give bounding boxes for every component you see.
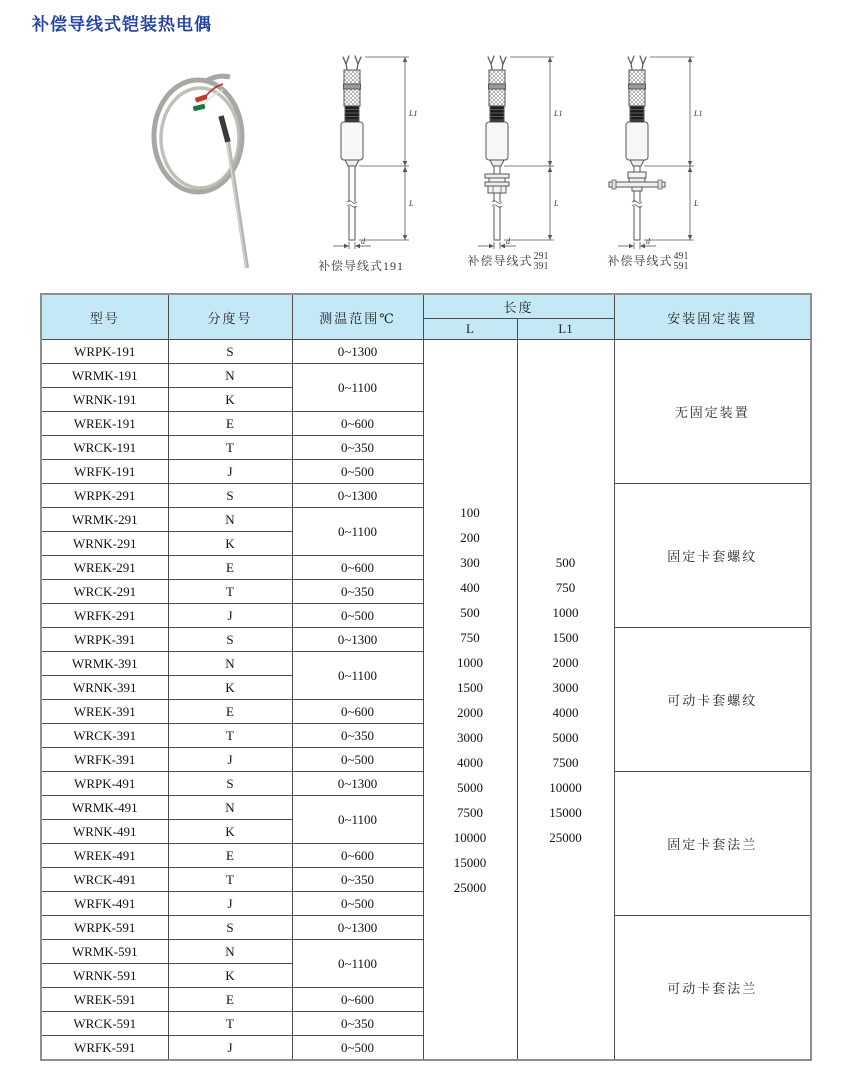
model-cell: WREK-291 [41, 556, 168, 580]
graduation-cell: T [168, 436, 292, 460]
l1-values [518, 550, 614, 850]
l1-value: 7500 [552, 754, 579, 770]
caption-prefix: 补偿导线式 [317, 259, 383, 273]
graduation-cell: K [168, 676, 292, 700]
svg-text:d: d [646, 237, 650, 246]
mount-cell: 可动卡套法兰 [614, 916, 811, 1061]
l-value: 4000 [457, 754, 483, 770]
graduation-cell: S [168, 772, 292, 796]
model-cell: WREK-191 [41, 412, 168, 436]
range-cell: 0~600 [292, 844, 423, 868]
caption-prefix: 补偿导线式 [467, 254, 533, 268]
col-header-model: 型号 [41, 294, 168, 340]
col-header-l1: L1 [517, 319, 614, 340]
l-value: 300 [460, 554, 480, 570]
l1-value: 1000 [552, 604, 579, 620]
l-value: 1500 [457, 679, 483, 695]
col-header-graduation: 分度号 [168, 294, 292, 340]
graduation-cell: E [168, 412, 292, 436]
svg-text:L: L [409, 199, 414, 208]
graduation-cell: T [168, 724, 292, 748]
graduation-cell: K [168, 532, 292, 556]
range-cell: 0~500 [292, 1036, 423, 1061]
model-cell: WRNK-291 [41, 532, 168, 556]
page-title: 补偿导线式铠装热电偶 [32, 15, 212, 34]
drawing-491-591 [592, 54, 720, 259]
table-row [41, 340, 811, 364]
model-cell: WRFK-391 [41, 748, 168, 772]
range-cell: 0~600 [292, 556, 423, 580]
model-cell: WRNK-591 [41, 964, 168, 988]
graduation-cell: K [168, 964, 292, 988]
model-cell: WRFK-191 [41, 460, 168, 484]
l-value: 7500 [457, 804, 483, 820]
model-cell: WRPK-491 [41, 772, 168, 796]
l1-value: 10000 [549, 779, 582, 795]
mount-cell: 无固定装置 [614, 340, 811, 484]
range-cell: 0~1300 [292, 340, 423, 364]
range-cell: 0~1100 [292, 940, 423, 988]
col-header-mount: 安装固定装置 [614, 294, 811, 340]
mount-cell: 固定卡套螺纹 [614, 484, 811, 628]
range-cell: 0~600 [292, 700, 423, 724]
col-header-range: 测温范围℃ [292, 294, 423, 340]
green-terminal [193, 104, 206, 112]
model-cell: WRCK-191 [41, 436, 168, 460]
graduation-cell: N [168, 508, 292, 532]
model-cell: WRPK-591 [41, 916, 168, 940]
model-cell: WRPK-391 [41, 628, 168, 652]
model-cell: WRCK-491 [41, 868, 168, 892]
model-cell: WRNK-191 [41, 388, 168, 412]
range-cell: 0~500 [292, 892, 423, 916]
model-cell: WRNK-391 [41, 676, 168, 700]
figure-caption-491-591 [578, 252, 718, 272]
model-cell: WRPK-291 [41, 484, 168, 508]
range-cell: 0~1100 [292, 796, 423, 844]
l1-value: 5000 [552, 729, 579, 745]
l1-value: 4000 [552, 704, 579, 720]
drawing-191 [307, 54, 435, 259]
graduation-cell: N [168, 364, 292, 388]
graduation-cell: K [168, 388, 292, 412]
svg-text:L: L [554, 199, 559, 208]
l1-value: 500 [555, 554, 576, 570]
svg-text:L1: L1 [409, 109, 418, 118]
l-value: 10000 [453, 829, 487, 845]
model-cell: WRMK-191 [41, 364, 168, 388]
svg-text:d: d [361, 237, 365, 246]
range-cell: 0~1300 [292, 916, 423, 940]
l-value: 400 [460, 579, 480, 595]
graduation-cell: J [168, 460, 292, 484]
l-value: 25000 [453, 879, 487, 895]
figure-caption-191 [296, 257, 426, 274]
model-cell: WRMK-491 [41, 796, 168, 820]
l1-value: 15000 [549, 804, 582, 820]
graduation-cell: S [168, 628, 292, 652]
range-cell: 0~1300 [292, 772, 423, 796]
l-value: 15000 [453, 854, 487, 870]
l1-value: 2000 [552, 654, 579, 670]
length-l1-cell [517, 340, 614, 1061]
range-cell: 0~350 [292, 1012, 423, 1036]
graduation-cell: T [168, 868, 292, 892]
l-value: 750 [460, 629, 480, 645]
length-l-cell [423, 340, 517, 1061]
graduation-cell: K [168, 820, 292, 844]
svg-text:L: L [694, 199, 699, 208]
graduation-cell: N [168, 796, 292, 820]
model-cell: WRPK-191 [41, 340, 168, 364]
spec-table [40, 293, 812, 1061]
l-value: 500 [460, 604, 480, 620]
caption-prefix: 补偿导线式 [607, 254, 673, 268]
range-cell: 0~350 [292, 724, 423, 748]
range-cell: 0~1100 [292, 508, 423, 556]
mount-cell: 固定卡套法兰 [614, 772, 811, 916]
range-cell: 0~1300 [292, 628, 423, 652]
spec-table-header [41, 294, 811, 340]
svg-text:L1: L1 [554, 109, 563, 118]
graduation-cell: S [168, 916, 292, 940]
svg-text:d: d [506, 237, 510, 246]
l-value: 3000 [457, 729, 483, 745]
graduation-cell: S [168, 340, 292, 364]
l-value: 2000 [457, 704, 483, 720]
caption-codes: 491 591 [673, 251, 689, 273]
model-cell: WREK-391 [41, 700, 168, 724]
range-cell: 0~500 [292, 604, 423, 628]
model-cell: WRFK-291 [41, 604, 168, 628]
thermocouple-photo [143, 56, 268, 274]
spec-table-body [41, 340, 811, 1061]
model-cell: WRMK-291 [41, 508, 168, 532]
graduation-cell: T [168, 580, 292, 604]
model-cell: WRMK-391 [41, 652, 168, 676]
col-header-length: 长度 [423, 294, 614, 319]
caption-codes: 291 391 [533, 251, 549, 273]
model-cell: WRCK-291 [41, 580, 168, 604]
l1-value: 750 [555, 579, 576, 595]
range-cell: 0~350 [292, 580, 423, 604]
graduation-cell: J [168, 748, 292, 772]
range-cell: 0~600 [292, 988, 423, 1012]
l1-value: 3000 [552, 679, 579, 695]
range-cell: 0~600 [292, 412, 423, 436]
figure-caption-291-391 [438, 252, 578, 272]
col-header-l: L [423, 319, 517, 340]
l-value: 200 [460, 529, 480, 545]
l1-value: 25000 [549, 829, 582, 845]
l-value: 100 [460, 504, 480, 520]
model-cell: WRMK-591 [41, 940, 168, 964]
range-cell: 0~500 [292, 460, 423, 484]
graduation-cell: E [168, 988, 292, 1012]
model-cell: WREK-591 [41, 988, 168, 1012]
range-cell: 0~1100 [292, 364, 423, 412]
range-cell: 0~350 [292, 436, 423, 460]
drawing-291-391 [452, 54, 580, 259]
model-cell: WRCK-391 [41, 724, 168, 748]
mount-cell: 可动卡套螺纹 [614, 628, 811, 772]
caption-code: 191 [383, 259, 404, 273]
connector-sleeve [221, 116, 228, 142]
graduation-cell: E [168, 844, 292, 868]
range-cell: 0~350 [292, 868, 423, 892]
svg-text:L1: L1 [694, 109, 703, 118]
graduation-cell: E [168, 556, 292, 580]
range-cell: 0~500 [292, 748, 423, 772]
model-cell: WREK-491 [41, 844, 168, 868]
graduation-cell: S [168, 484, 292, 508]
graduation-cell: N [168, 940, 292, 964]
model-cell: WRFK-491 [41, 892, 168, 916]
graduation-cell: E [168, 700, 292, 724]
graduation-cell: J [168, 604, 292, 628]
model-cell: WRNK-491 [41, 820, 168, 844]
l-value: 5000 [457, 779, 483, 795]
range-cell: 0~1100 [292, 652, 423, 700]
l-value: 1000 [457, 654, 483, 670]
model-cell: WRCK-591 [41, 1012, 168, 1036]
graduation-cell: N [168, 652, 292, 676]
graduation-cell: J [168, 892, 292, 916]
graduation-cell: J [168, 1036, 292, 1061]
l1-value: 1500 [552, 629, 579, 645]
l-values [424, 500, 517, 900]
graduation-cell: T [168, 1012, 292, 1036]
model-cell: WRFK-591 [41, 1036, 168, 1061]
range-cell: 0~1300 [292, 484, 423, 508]
